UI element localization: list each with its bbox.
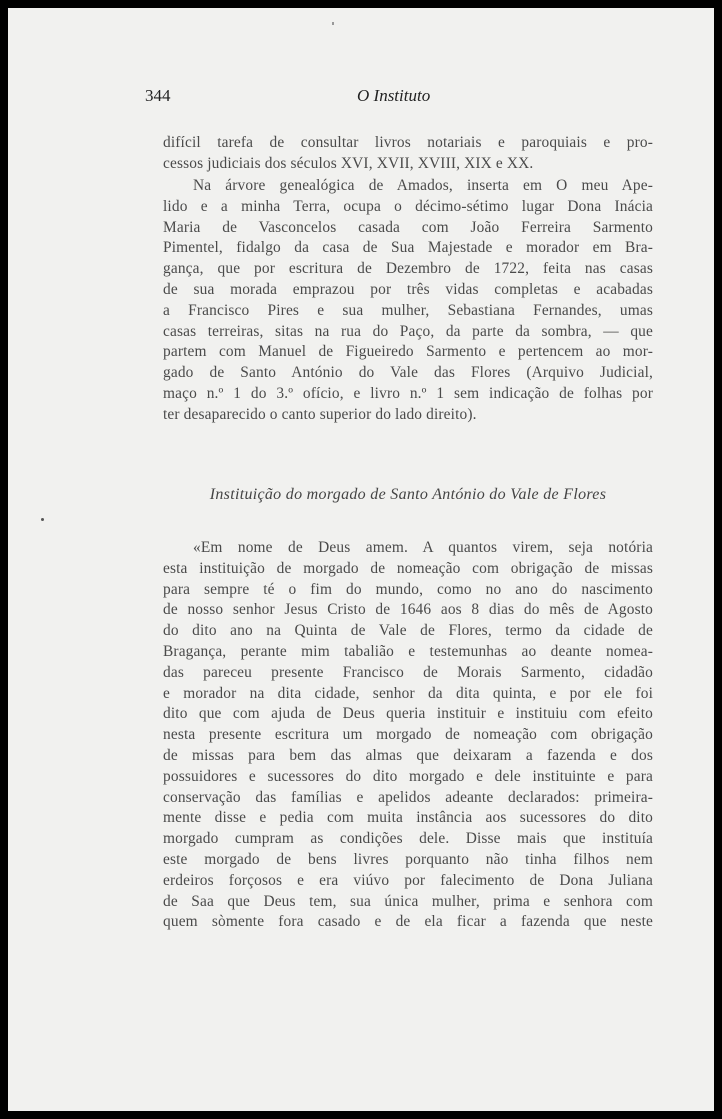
text-line: ter desaparecido o canto superior do lado direito).	[163, 405, 477, 423]
text-line: Na árvore genealógica de Amados, inserta em O meu Ape-	[193, 177, 653, 194]
running-title: O Instituto	[357, 86, 431, 105]
text-line: e morador na dita cidade, senhor da dita quinta, e por ele foi	[163, 684, 653, 702]
text-line: este morgado de bens livres porquanto não tinha filhos nem	[163, 850, 653, 868]
text-line: erdeiros forçosos e era viúvo por falecimento de Dona Juliana	[163, 871, 653, 889]
text-line: morgado cumpram as condições dele. Disse mais que instituía	[163, 830, 653, 848]
text-line: gado de Santo António do Vale das Flores (Arquivo Judicial,	[163, 364, 653, 382]
text-line: nesta presente escritura um morgado de nomeação com obrigação	[163, 726, 653, 744]
text-line: conservação das famílias e apelidos adeante declarados: primeira-	[163, 788, 653, 806]
page-header	[145, 86, 665, 110]
text-line: de nosso senhor Jesus Cristo de 1646 aos 8 dias do mês de Agosto	[163, 601, 653, 619]
scan-speck	[41, 518, 44, 521]
text-line: casas terreiras, sitas na rua do Paço, da parte da sombra, — que	[163, 322, 653, 340]
text-line: lido e a minha Terra, ocupa o décimo-sétimo lugar Dona Inácia	[163, 197, 653, 215]
text-line: gança, que por escritura de Dezembro de 1722, feita nas casas	[163, 260, 653, 278]
text-line: mente disse e pedia com muita instância aos sucessores do dito	[163, 809, 653, 827]
text-line: a Francisco Pires e sua mulher, Sebastiana Fernandes, umas	[163, 301, 653, 319]
text-line: cessos judiciais dos séculos XVI, XVII, XVIII, XIX e XX.	[163, 154, 534, 172]
page-number: 344	[145, 86, 171, 105]
section-title: Instituição do morgado de Santo António do Vale de Flores	[209, 486, 607, 503]
text-line: de missas para bem das almas que deixaram a fazenda e dos	[163, 746, 653, 764]
text-line: para sempre té o fim do mundo, como no ano do nascimento	[163, 580, 653, 598]
text-line: esta instituição de morgado de nomeação com obrigação de missas	[163, 559, 653, 577]
text-line: de sua morada emprazou por três vidas completas e acabadas	[163, 280, 653, 298]
text-line: de Saa que Deus tem, sua única mulher, prima e senhora com	[163, 892, 653, 910]
paragraph-1	[163, 133, 653, 175]
text-line: Bragança, perante mim tabalião e testemunhas ao deante nomea-	[163, 642, 653, 660]
text-line: dito que com ajuda de Deus queria instituir e instituiu com efeito	[163, 705, 653, 723]
text-line: partem com Manuel de Figueiredo Sarmento e pertencem ao mor-	[163, 343, 653, 361]
text-line: difícil tarefa de consultar livros notariais e paroquiais e pro-	[163, 134, 653, 151]
text-line: maço n.º 1 do 3.º ofício, e livro n.º 1 sem indicação de folhas por	[163, 384, 653, 402]
paragraph-2	[163, 176, 653, 426]
text-line: Maria de Vasconcelos casada com João Ferreira Sarmento	[163, 218, 653, 236]
paragraph-3	[163, 538, 653, 933]
text-line: quem sòmente fora casado e de ela ficar a fazenda que neste	[163, 913, 653, 931]
text-line: das pareceu presente Francisco de Morais Sarmento, cidadão	[163, 663, 653, 681]
text-line: possuidores e sucessores do dito morgado e dele instituinte e para	[163, 767, 653, 785]
text-line: do dito ano na Quinta de Vale de Flores, termo da cidade de	[163, 622, 653, 640]
text-line: Pimentel, fidalgo da casa de Sua Majestade e morador em Bra-	[163, 239, 653, 257]
text-line: «Em nome de Deus amem. A quantos virem, seja notória	[193, 539, 653, 556]
scan-mark	[332, 22, 334, 25]
